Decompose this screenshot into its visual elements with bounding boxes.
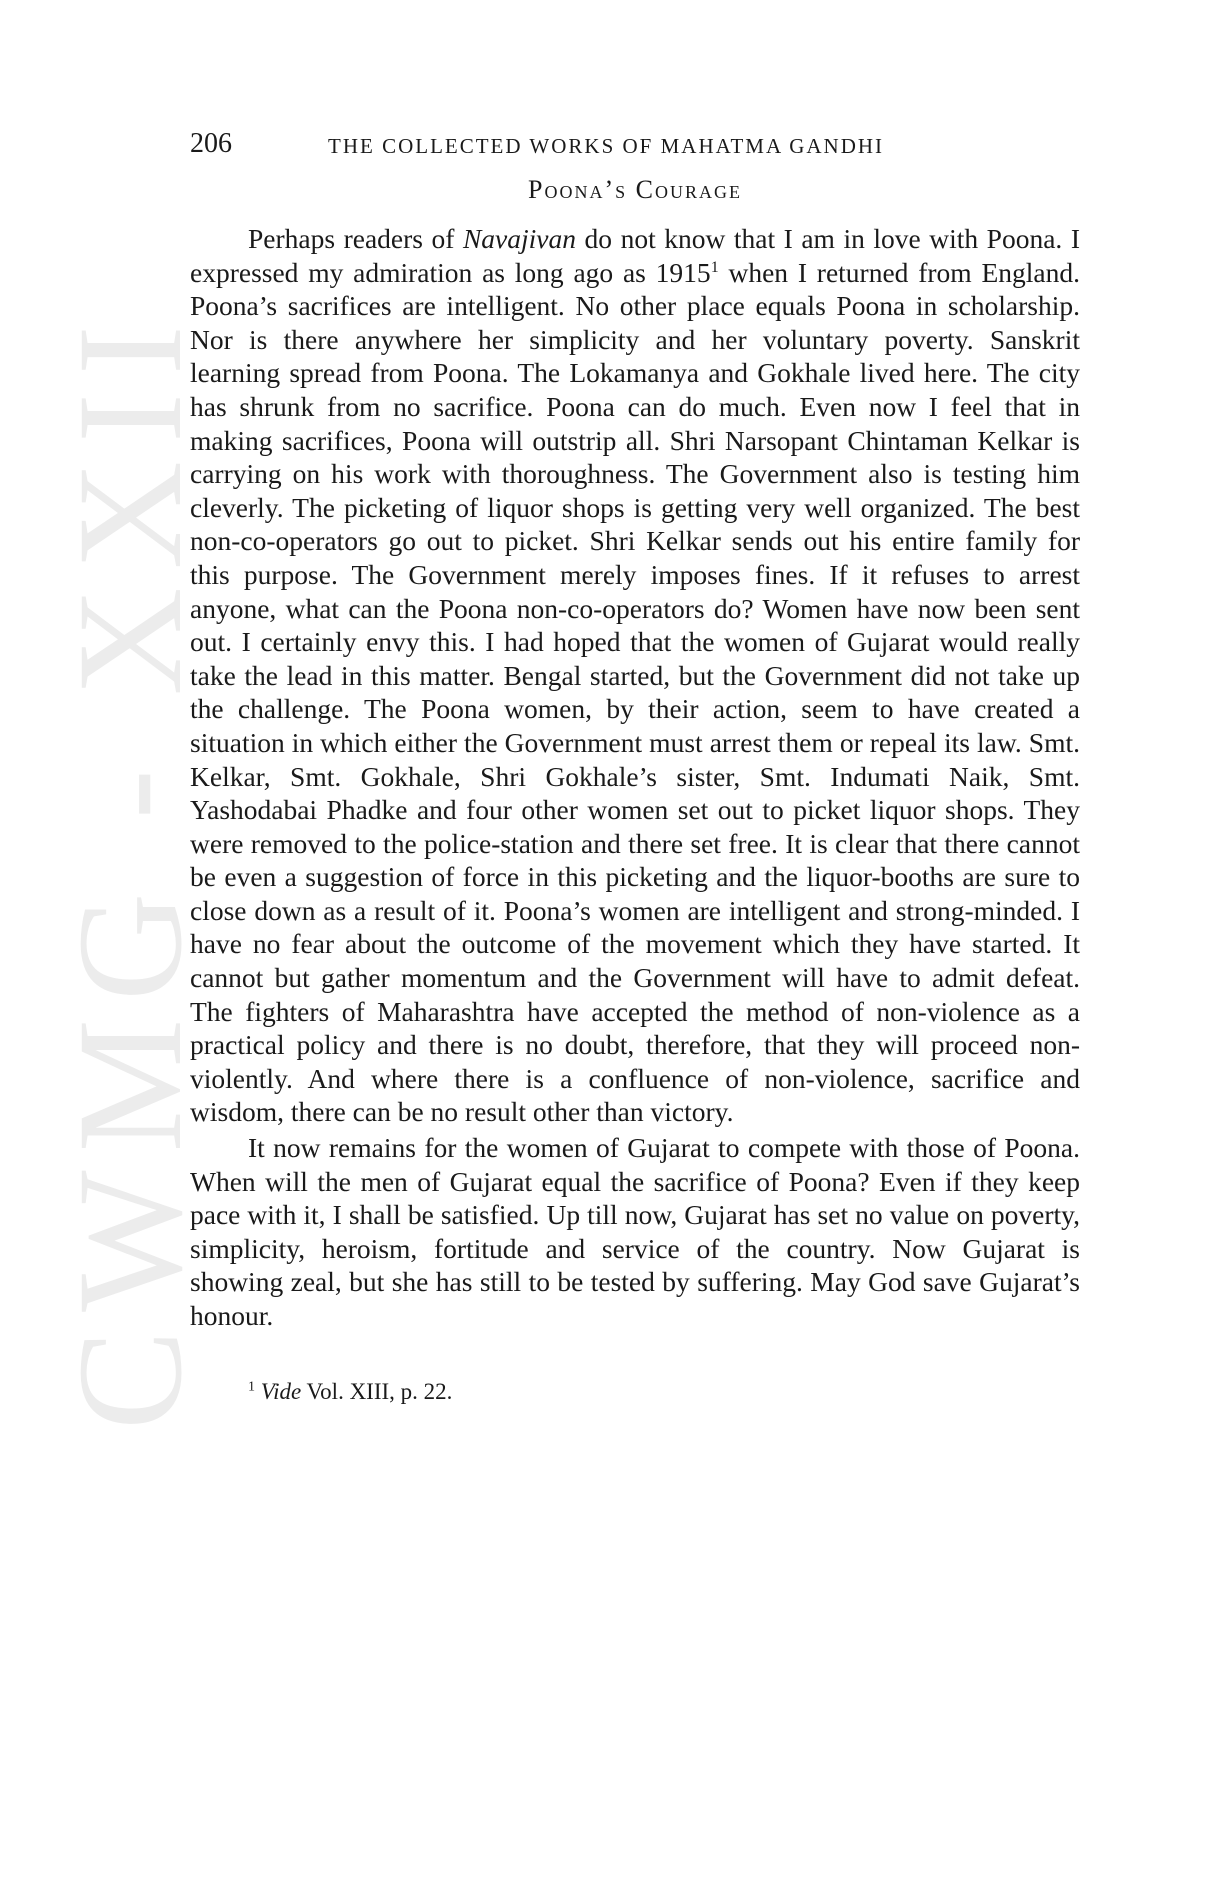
article-title: Poona’s Courage — [528, 175, 742, 204]
footnote-text: Vol. XIII, p. 22. — [301, 1378, 453, 1404]
footnote-reference[interactable]: 1 — [710, 258, 719, 276]
page-number: 206 — [190, 128, 232, 159]
publication-name: Navajivan — [462, 223, 576, 254]
page-header — [190, 128, 1080, 168]
running-head: THE COLLECTED WORKS OF MAHATMA GANDHI — [328, 134, 885, 158]
footnote-italic: Vide — [260, 1378, 302, 1404]
page — [190, 128, 1080, 1405]
paragraph-1-mid: do not know that I am in love with Poona. I expressed my admiration as long ago as 1915 — [190, 223, 1080, 288]
footnote-marker: 1 — [248, 1378, 255, 1394]
paragraph-2: It now remains for the women of Gujarat to compete with those of Poona. When will the men of Gujarat equal the sacrifice of Poona? Even if they keep pace with it, I shall be satisfied. Up till now, Gujarat has set no value on poverty, simplicity, heroism, fortitude and service of the country. Now Gujarat is showing zeal, but she has still to be tested by suffering. May God save Gujarat’s honour. — [190, 1132, 1080, 1331]
paragraph-1-rest: when I returned from England. Poona’s sacrifices are intelligent. No other place equals Poona in scholarship. Nor is there anywhere her simplicity and her voluntary poverty. Sanskrit learning spread from Poona. The Lokamanya and Gokhale lived here. The city has shrunk from no sacrifice. Poona can do much. Even now I feel that in making sacrifices, Poona will outstrip all. Shri Narsopant Chintaman Kelkar is carrying on his work with thoroughness. The Government also is testing him cleverly. The picketing of liquor shops is getting very well organized. The best non-co-operators go out to picket. Shri Kelkar sends out his entire family for this purpose. The Government merely imposes fines. If it refuses to arrest anyone, what can the Poona non-co-operators do? Women have now been sent out. I certainly envy this. I had hoped that the women of Gujarat would really take the lead in this matter. Bengal started, but the Government did not take up the challenge. The Poona women, by their action, seem to have created a situation in which either the Government must arrest them or repeal its law. Smt. Kelkar, Smt. Gokhale, Shri Gokhale’s sister, Smt. Indumati Naik, Smt. Yashodabai Phadke and four other women set out to picket liquor shops. They were removed to the police-station and there set free. It is clear that there cannot be even a suggestion of force in this picketing and the liquor-booths are sure to close down as a result of it. Poona’s women are intelligent and strong-minded. I have no fear about the outcome of the movement which they have started. It cannot but gather momentum and the Government will have to admit defeat. The fighters of Maharashtra have accepted the method of non-violence as a practical policy and there is no doubt, therefore, that they will proceed non-violently. And where there is a confluence of non-violence, sacrifice and wisdom, there can be no result other than victory. — [190, 256, 1080, 1128]
footnote — [248, 1379, 1080, 1405]
paragraph-1-lead: Perhaps readers of — [248, 223, 463, 254]
paragraph-1 — [190, 222, 1080, 1129]
watermark: CWMG - XXII — [47, 307, 213, 1430]
